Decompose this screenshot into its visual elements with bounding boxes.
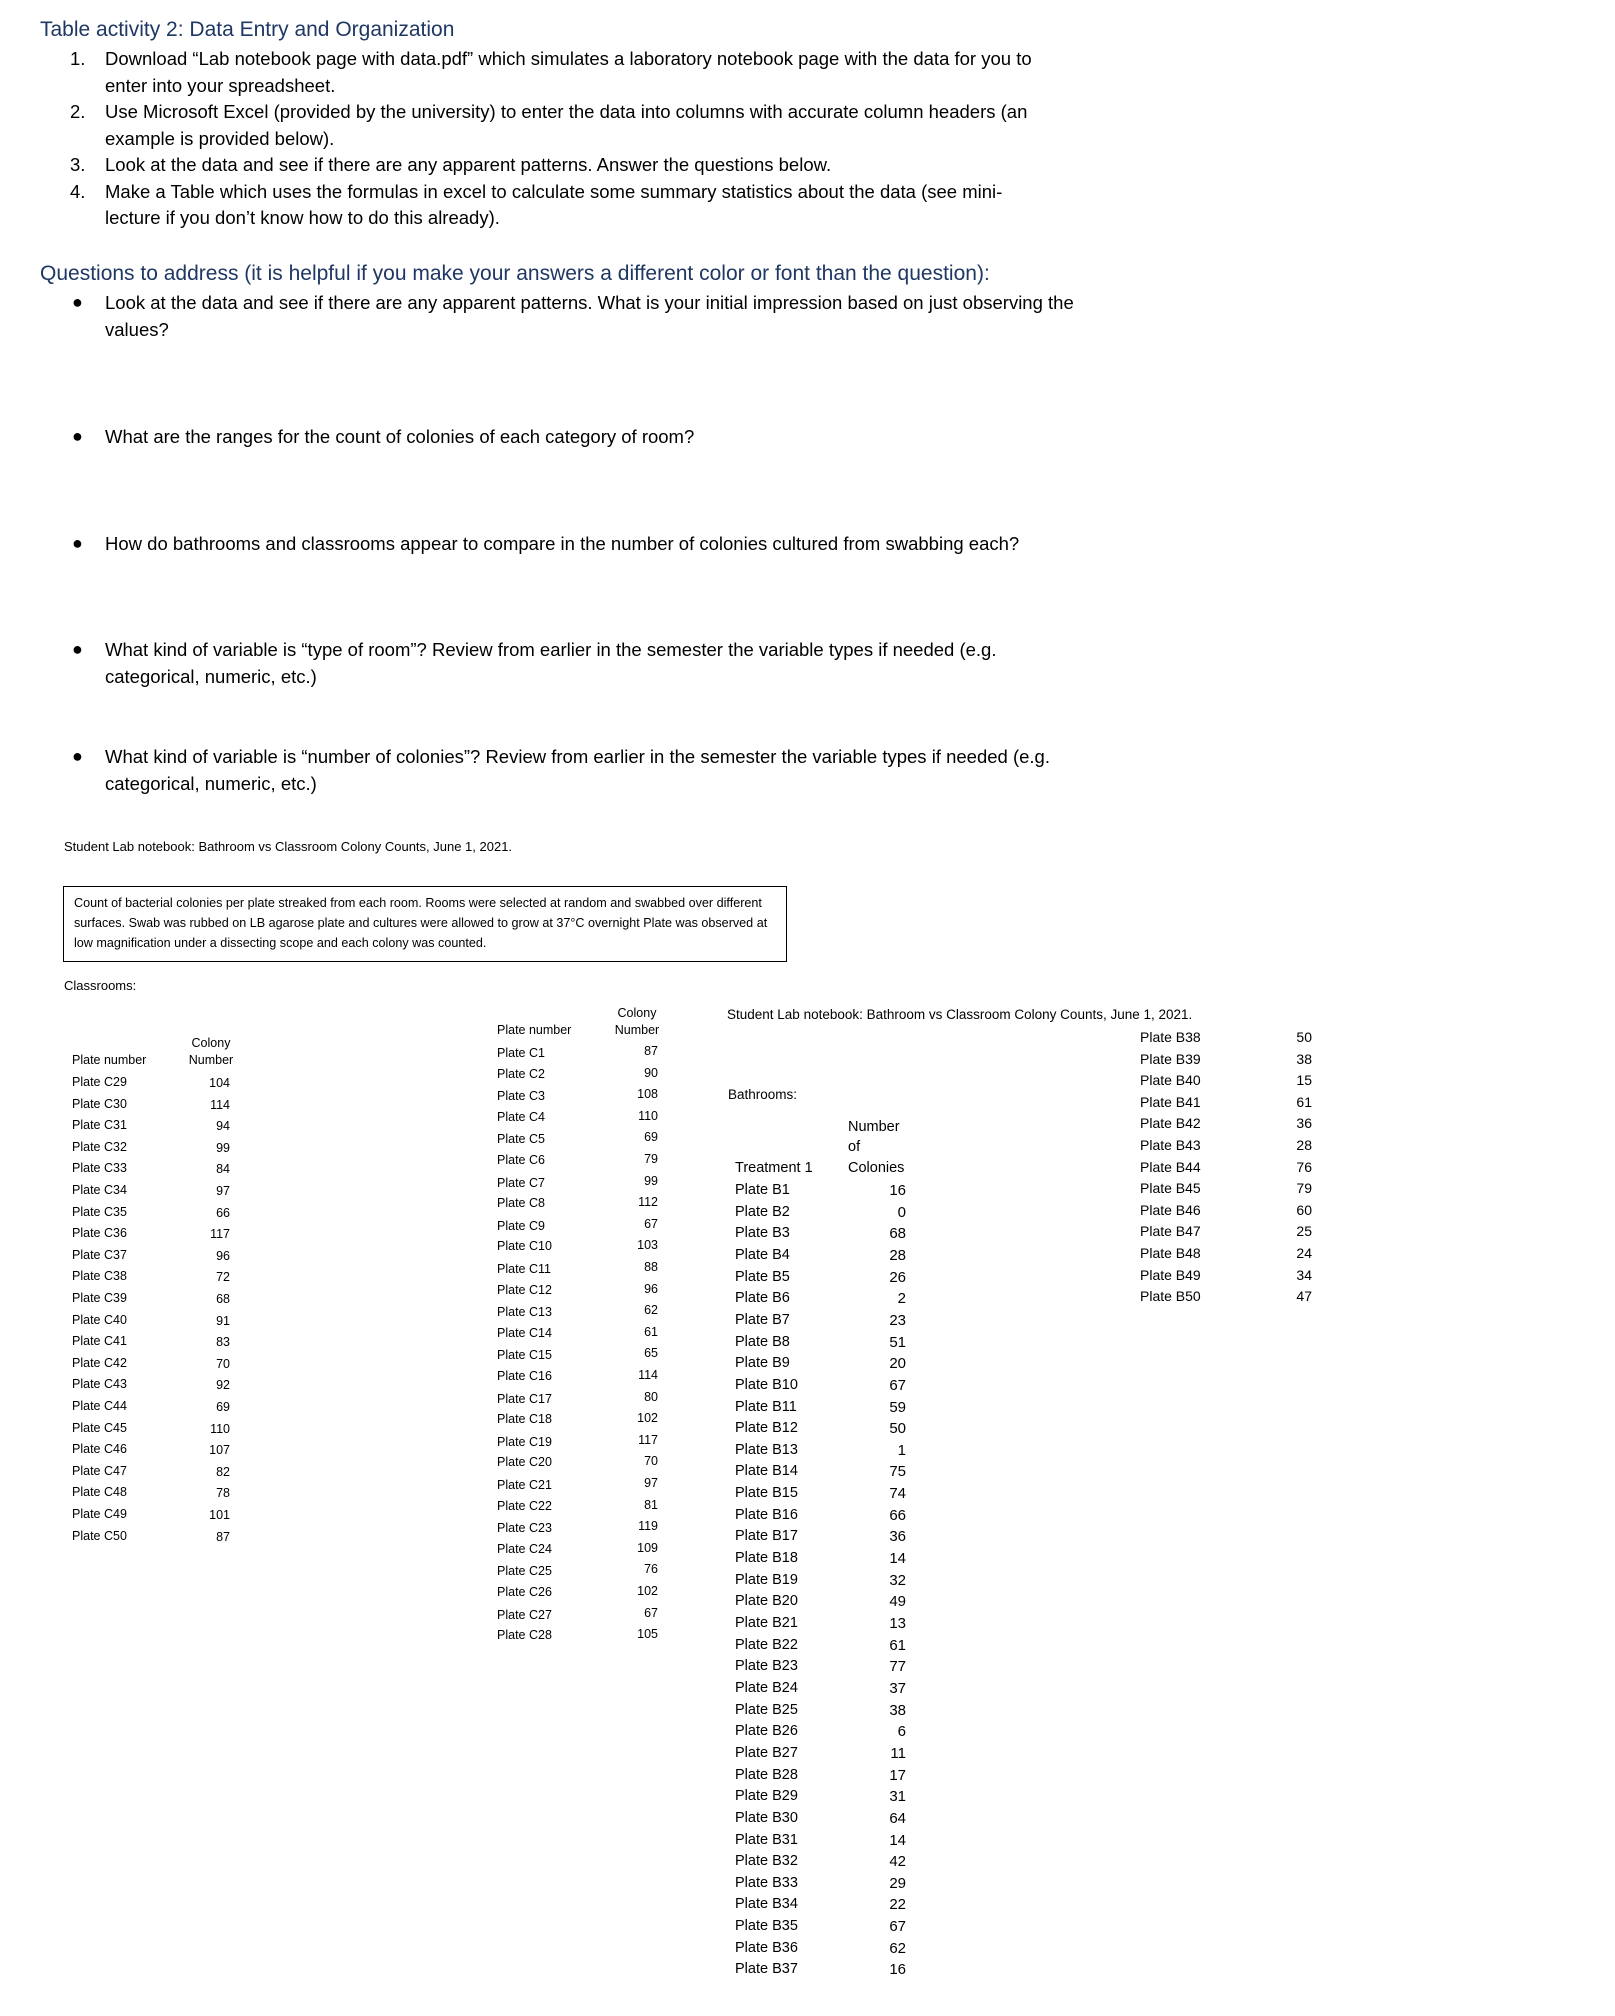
- table-row-value: 67: [644, 1216, 658, 1231]
- table-row-value: 31: [889, 1788, 906, 1806]
- table-row-value: 107: [209, 1443, 230, 1458]
- table-row-value: 14: [889, 1831, 906, 1849]
- table-row-plate: Plate B33: [735, 1874, 798, 1891]
- table-row-value: 11: [890, 1744, 906, 1762]
- column-header-number: Number: [614, 1023, 660, 1037]
- table-row-plate: Plate C31: [72, 1118, 127, 1133]
- table-row-plate: Plate B11: [735, 1398, 797, 1415]
- table-row-value: 61: [889, 1636, 906, 1654]
- table-row-plate: Plate B41: [1140, 1093, 1201, 1110]
- table-row-plate: Plate B37: [735, 1961, 798, 1978]
- table-row-plate: Plate B44: [1140, 1158, 1201, 1175]
- table-row-value: 14: [889, 1550, 906, 1568]
- table-row-value: 69: [216, 1400, 230, 1414]
- table-row-plate: Plate C50: [72, 1528, 127, 1543]
- table-row-value: 91: [216, 1313, 230, 1328]
- table-row-plate: Plate B1: [735, 1182, 790, 1198]
- questions-title: Questions to address (it is helpful if you make your answers a different color or font than the question):: [40, 262, 990, 285]
- notebook-title-repeat: Student Lab notebook: Bathroom vs Classroom Colony Counts, June 1, 2021.: [727, 1007, 1193, 1022]
- table-row-plate: Plate C37: [72, 1247, 127, 1262]
- table-row-value: 36: [889, 1528, 906, 1546]
- table-row-plate: Plate B34: [735, 1896, 798, 1913]
- question-text: What kind of variable is “number of colonies”? Review from earlier in the semester the variable types if needed (e.g. categorical, numeric, etc.): [105, 746, 1050, 794]
- table-row-plate: Plate C41: [72, 1334, 127, 1349]
- table-row-plate: Plate C49: [72, 1507, 127, 1521]
- table-row-plate: Plate C33: [72, 1161, 127, 1176]
- table-row-plate: Plate B10: [735, 1376, 798, 1393]
- table-row-value: 32: [889, 1571, 906, 1589]
- bullet-icon: ●: [72, 746, 83, 766]
- table-row-plate: Plate B28: [735, 1766, 798, 1783]
- table-row-plate: Plate B12: [735, 1420, 798, 1437]
- step-item: [70, 46, 1050, 99]
- table-row-value: 51: [889, 1333, 906, 1351]
- step-item: [70, 179, 1050, 232]
- table-row-plate: Plate B23: [735, 1658, 798, 1675]
- table-row-plate: Plate C9: [497, 1218, 545, 1233]
- table-row-value: 80: [644, 1389, 658, 1404]
- table-row-plate: Plate B14: [735, 1463, 798, 1480]
- table-row-value: 49: [889, 1593, 906, 1611]
- table-row-value: 34: [1296, 1266, 1312, 1283]
- table-row-value: 36: [1296, 1115, 1312, 1132]
- question-text: What kind of variable is “type of room”? Review from earlier in the semester the variable types if needed (e.g. categorical, numeric, etc.): [105, 639, 997, 687]
- table-row-value: 114: [638, 1368, 658, 1382]
- table-row-plate: Plate C43: [72, 1377, 127, 1392]
- table-row-plate: Plate C18: [497, 1412, 552, 1427]
- table-row-value: 50: [1296, 1029, 1312, 1045]
- column-header-plate: Plate number: [497, 1023, 572, 1037]
- table-row-value: 28: [889, 1246, 906, 1264]
- table-row-plate: Plate C6: [497, 1153, 545, 1167]
- table-row-value: 88: [644, 1260, 658, 1274]
- table-row-value: 68: [889, 1225, 906, 1243]
- table-row-plate: Plate B49: [1140, 1266, 1201, 1283]
- table-row-plate: Plate B19: [735, 1571, 798, 1588]
- table-row-plate: Plate B27: [735, 1744, 798, 1761]
- table-row-value: 81: [644, 1497, 658, 1512]
- table-row-plate: Plate B21: [735, 1615, 798, 1631]
- table-row-value: 69: [644, 1130, 658, 1145]
- table-row-value: 94: [216, 1119, 230, 1134]
- table-row-plate: Plate C48: [72, 1485, 127, 1500]
- question-item: [70, 530, 1085, 557]
- table-row-plate: Plate C8: [497, 1196, 545, 1211]
- column-header-colony: Colony: [617, 1006, 657, 1020]
- table-row-plate: Plate C12: [497, 1282, 552, 1297]
- table-row-plate: Plate C29: [72, 1075, 127, 1089]
- table-row-value: 59: [889, 1398, 906, 1416]
- table-row-value: 24: [1296, 1245, 1312, 1261]
- table-row-value: 60: [1296, 1201, 1312, 1218]
- step-number: 1.: [70, 48, 86, 69]
- question-text: Look at the data and see if there are any apparent patterns. What is your initial impression based on just observing the values?: [105, 292, 1074, 340]
- table-row-value: 6: [897, 1723, 906, 1741]
- table-row-plate: Plate B30: [735, 1809, 798, 1826]
- table-row-value: 82: [216, 1464, 230, 1479]
- table-row-plate: Plate B24: [735, 1679, 798, 1696]
- table-row-plate: Plate B16: [735, 1506, 798, 1523]
- table-row-plate: Plate C32: [72, 1139, 127, 1154]
- table-row-value: 92: [216, 1378, 230, 1393]
- table-row-value: 68: [216, 1292, 230, 1306]
- table-row-value: 16: [889, 1182, 906, 1199]
- table-row-plate: Plate C36: [72, 1226, 127, 1241]
- notebook-title: Student Lab notebook: Bathroom vs Classroom Colony Counts, June 1, 2021.: [64, 839, 513, 854]
- table-row-plate: Plate C10: [497, 1239, 552, 1254]
- table-row-plate: Plate C7: [497, 1175, 545, 1190]
- table-row-plate: Plate B31: [735, 1831, 798, 1848]
- table-row-plate: Plate C44: [72, 1399, 127, 1413]
- table-row-plate: Plate C34: [72, 1183, 127, 1197]
- table-row-plate: Plate C27: [497, 1607, 552, 1622]
- table-row-value: 16: [889, 1961, 906, 1979]
- table-row-plate: Plate B32: [735, 1853, 798, 1870]
- step-item: [70, 99, 1050, 152]
- table-row-value: 61: [1296, 1093, 1312, 1110]
- table-row-value: 66: [216, 1205, 230, 1220]
- step-text: Make a Table which uses the formulas in excel to calculate some summary statistics about the data (see mini-lecture if you don’t know how to do this already).: [105, 180, 1003, 228]
- table-row-value: 47: [1296, 1288, 1312, 1305]
- table-row-value: 99: [216, 1140, 230, 1155]
- column-header-number: Number: [848, 1119, 900, 1135]
- table-row-value: 15: [1296, 1072, 1312, 1089]
- table-row-value: 76: [644, 1562, 658, 1577]
- table-row-value: 97: [644, 1476, 658, 1490]
- table-row-value: 114: [210, 1097, 230, 1112]
- table-row-plate: Plate B5: [735, 1268, 790, 1285]
- table-row-plate: Plate C47: [72, 1463, 127, 1478]
- table-row-value: 1: [897, 1441, 906, 1459]
- table-row-plate: Plate B18: [735, 1550, 798, 1567]
- table-row-plate: Plate B35: [735, 1918, 798, 1935]
- table-row-value: 62: [644, 1303, 658, 1318]
- question-item: [70, 289, 1085, 343]
- table-row-value: 119: [638, 1519, 658, 1534]
- table-row-value: 77: [889, 1658, 906, 1676]
- step-number: 4.: [70, 180, 86, 202]
- table-row-value: 109: [637, 1540, 658, 1555]
- table-row-plate: Plate C16: [497, 1369, 552, 1383]
- table-row-plate: Plate B43: [1140, 1137, 1201, 1153]
- table-row-plate: Plate B4: [735, 1246, 790, 1263]
- table-row-plate: Plate C19: [497, 1434, 552, 1449]
- table-row-value: 20: [889, 1355, 906, 1373]
- question-item: [70, 743, 1085, 797]
- table-row-value: 112: [638, 1195, 658, 1210]
- column-header-of: of: [848, 1139, 861, 1155]
- table-row-value: 62: [889, 1939, 906, 1957]
- table-row-plate: Plate B26: [735, 1723, 798, 1740]
- table-row-value: 72: [216, 1270, 230, 1285]
- table-row-plate: Plate B25: [735, 1701, 798, 1718]
- table-row-value: 76: [1296, 1158, 1312, 1175]
- table-row-value: 87: [644, 1044, 658, 1058]
- table-row-value: 117: [638, 1432, 658, 1447]
- column-header-plate: Plate number: [72, 1053, 147, 1067]
- table-row-value: 101: [209, 1508, 230, 1522]
- step-number: 3.: [70, 154, 86, 175]
- bullet-icon: ●: [72, 639, 83, 659]
- step-text: Look at the data and see if there are any apparent patterns. Answer the questions below.: [105, 154, 832, 175]
- table-row-value: 28: [1296, 1137, 1312, 1153]
- bullet-icon: ●: [72, 426, 83, 446]
- table-row-value: 75: [889, 1463, 906, 1481]
- table-row-plate: Plate B38: [1140, 1029, 1201, 1045]
- table-row-value: 74: [889, 1485, 906, 1503]
- table-row-plate: Plate C17: [497, 1391, 552, 1406]
- section-title: Table activity 2: Data Entry and Organization: [40, 18, 455, 41]
- table-row-value: 79: [644, 1152, 658, 1166]
- table-row-plate: Plate C20: [497, 1455, 552, 1470]
- table-row-plate: Plate C3: [497, 1089, 545, 1104]
- table-row-plate: Plate C1: [497, 1046, 545, 1060]
- table-row-plate: Plate C5: [497, 1132, 545, 1147]
- table-row-value: 2: [897, 1290, 906, 1308]
- table-row-value: 96: [644, 1281, 658, 1296]
- column-header-number: Number: [188, 1053, 234, 1067]
- table-row-value: 84: [216, 1162, 230, 1177]
- table-row-value: 25: [1296, 1223, 1312, 1240]
- table-row-plate: Plate B22: [735, 1636, 798, 1653]
- table-row-plate: Plate B42: [1140, 1115, 1201, 1132]
- table-row-value: 79: [1296, 1180, 1312, 1197]
- table-row-plate: Plate C2: [497, 1066, 545, 1081]
- table-row-value: 67: [889, 1376, 906, 1394]
- table-row-plate: Plate C15: [497, 1348, 552, 1363]
- table-row-value: 103: [637, 1238, 658, 1253]
- table-row-plate: Plate B50: [1140, 1288, 1201, 1305]
- table-row-value: 108: [637, 1087, 658, 1102]
- table-row-plate: Plate B46: [1140, 1201, 1201, 1218]
- bathrooms-label: Bathrooms:: [728, 1087, 798, 1102]
- bullet-icon: ●: [72, 292, 83, 312]
- table-row-plate: Plate B13: [735, 1441, 798, 1458]
- table-row-plate: Plate C24: [497, 1541, 552, 1556]
- table-row-value: 104: [209, 1076, 230, 1090]
- table-row-value: 0: [897, 1203, 906, 1221]
- table-row-value: 23: [889, 1311, 906, 1329]
- table-row-plate: Plate B20: [735, 1593, 798, 1610]
- column-header-colonies: Colonies: [848, 1160, 905, 1176]
- table-row-plate: Plate C40: [72, 1312, 127, 1327]
- table-row-plate: Plate C28: [497, 1628, 552, 1643]
- table-row-plate: Plate C21: [497, 1478, 552, 1492]
- table-row-value: 99: [644, 1173, 658, 1188]
- table-row-plate: Plate C45: [72, 1420, 127, 1435]
- table-row-plate: Plate C14: [497, 1325, 552, 1340]
- column-header-treatment: Treatment 1: [735, 1160, 813, 1176]
- table-row-plate: Plate C22: [497, 1498, 552, 1513]
- bullet-icon: ●: [72, 533, 83, 553]
- table-row-value: 22: [889, 1896, 906, 1914]
- table-row-plate: Plate C11: [497, 1262, 551, 1276]
- table-row-value: 13: [889, 1615, 906, 1632]
- question-text: How do bathrooms and classrooms appear to compare in the number of colonies cultured from swabbing each?: [105, 533, 1020, 554]
- table-row-value: 78: [216, 1486, 230, 1501]
- step-item: [70, 152, 1050, 179]
- table-row-value: 17: [889, 1766, 906, 1784]
- column-header-colony: Colony: [191, 1036, 231, 1050]
- table-row-value: 64: [889, 1809, 906, 1827]
- table-row-plate: Plate B29: [735, 1788, 798, 1805]
- table-row-value: 70: [644, 1454, 658, 1469]
- table-row-plate: Plate B40: [1140, 1072, 1201, 1089]
- table-row-plate: Plate B3: [735, 1225, 790, 1242]
- table-row-value: 66: [889, 1506, 906, 1524]
- table-row-plate: Plate B9: [735, 1355, 790, 1372]
- table-row-plate: Plate C26: [497, 1585, 552, 1599]
- notebook-description: Count of bacterial colonies per plate streaked from each room. Rooms were selected at random and swabbed over different surfaces. Swab was rubbed on LB agarose plate and cultures were allowed to grow at 37°C overnight Plate was observed at low magnification under a dissecting scope and each colony was counted.: [63, 886, 787, 962]
- table-row-value: 26: [889, 1268, 906, 1286]
- table-row-plate: Plate C35: [72, 1204, 127, 1219]
- table-row-value: 83: [216, 1335, 230, 1350]
- question-item: [70, 423, 1085, 450]
- table-row-value: 70: [216, 1356, 230, 1371]
- table-row-value: 50: [889, 1420, 906, 1438]
- table-row-plate: Plate C13: [497, 1305, 552, 1320]
- table-row-plate: Plate C23: [497, 1521, 552, 1536]
- table-row-value: 67: [644, 1605, 658, 1620]
- table-row-plate: Plate C42: [72, 1355, 127, 1370]
- table-row-value: 102: [637, 1584, 658, 1598]
- table-row-plate: Plate C30: [72, 1096, 127, 1111]
- table-row-plate: Plate B7: [735, 1311, 790, 1328]
- step-text: Download “Lab notebook page with data.pdf” which simulates a laboratory notebook page with the data for you to enter into your spreadsheet.: [105, 48, 1032, 96]
- table-row-plate: Plate B2: [735, 1203, 790, 1220]
- table-row-plate: Plate B47: [1140, 1223, 1201, 1240]
- table-row-plate: Plate B15: [735, 1485, 798, 1502]
- table-row-value: 38: [1296, 1050, 1312, 1067]
- step-number: 2.: [70, 101, 86, 122]
- table-row-value: 87: [216, 1529, 230, 1544]
- table-row-value: 117: [210, 1227, 230, 1242]
- table-row-value: 110: [638, 1108, 658, 1123]
- table-row-plate: Plate C46: [72, 1442, 127, 1457]
- table-row-value: 67: [889, 1918, 906, 1936]
- question-item: [70, 636, 1085, 690]
- step-list: [70, 46, 1050, 232]
- table-row-value: 110: [210, 1421, 230, 1436]
- table-row-value: 38: [889, 1701, 906, 1719]
- table-row-plate: Plate B17: [735, 1528, 798, 1545]
- table-row-plate: Plate B6: [735, 1290, 790, 1307]
- table-row-value: 97: [216, 1184, 230, 1198]
- classrooms-label: Classrooms:: [64, 978, 137, 993]
- table-row-plate: Plate C25: [497, 1564, 552, 1579]
- step-text: Use Microsoft Excel (provided by the university) to enter the data into columns with accurate column headers (an example is provided below).: [105, 101, 1028, 149]
- table-row-plate: Plate B39: [1140, 1050, 1201, 1067]
- table-row-value: 102: [637, 1411, 658, 1426]
- table-row-value: 42: [889, 1853, 906, 1871]
- table-row-plate: Plate B8: [735, 1333, 790, 1350]
- table-row-plate: Plate C4: [497, 1109, 545, 1124]
- table-row-value: 29: [889, 1874, 906, 1892]
- table-row-plate: Plate B45: [1140, 1180, 1201, 1197]
- table-row-value: 90: [644, 1065, 658, 1080]
- table-row-plate: Plate C39: [72, 1291, 127, 1305]
- table-row-plate: Plate C38: [72, 1269, 127, 1284]
- table-row-plate: Plate B36: [735, 1939, 798, 1956]
- table-row-value: 105: [637, 1627, 658, 1642]
- table-row-value: 37: [889, 1679, 906, 1697]
- table-row-value: 65: [644, 1346, 658, 1361]
- table-row-value: 61: [644, 1324, 658, 1339]
- question-text: What are the ranges for the count of colonies of each category of room?: [105, 426, 695, 447]
- table-row-value: 96: [216, 1248, 230, 1263]
- table-row-plate: Plate B48: [1140, 1245, 1201, 1261]
